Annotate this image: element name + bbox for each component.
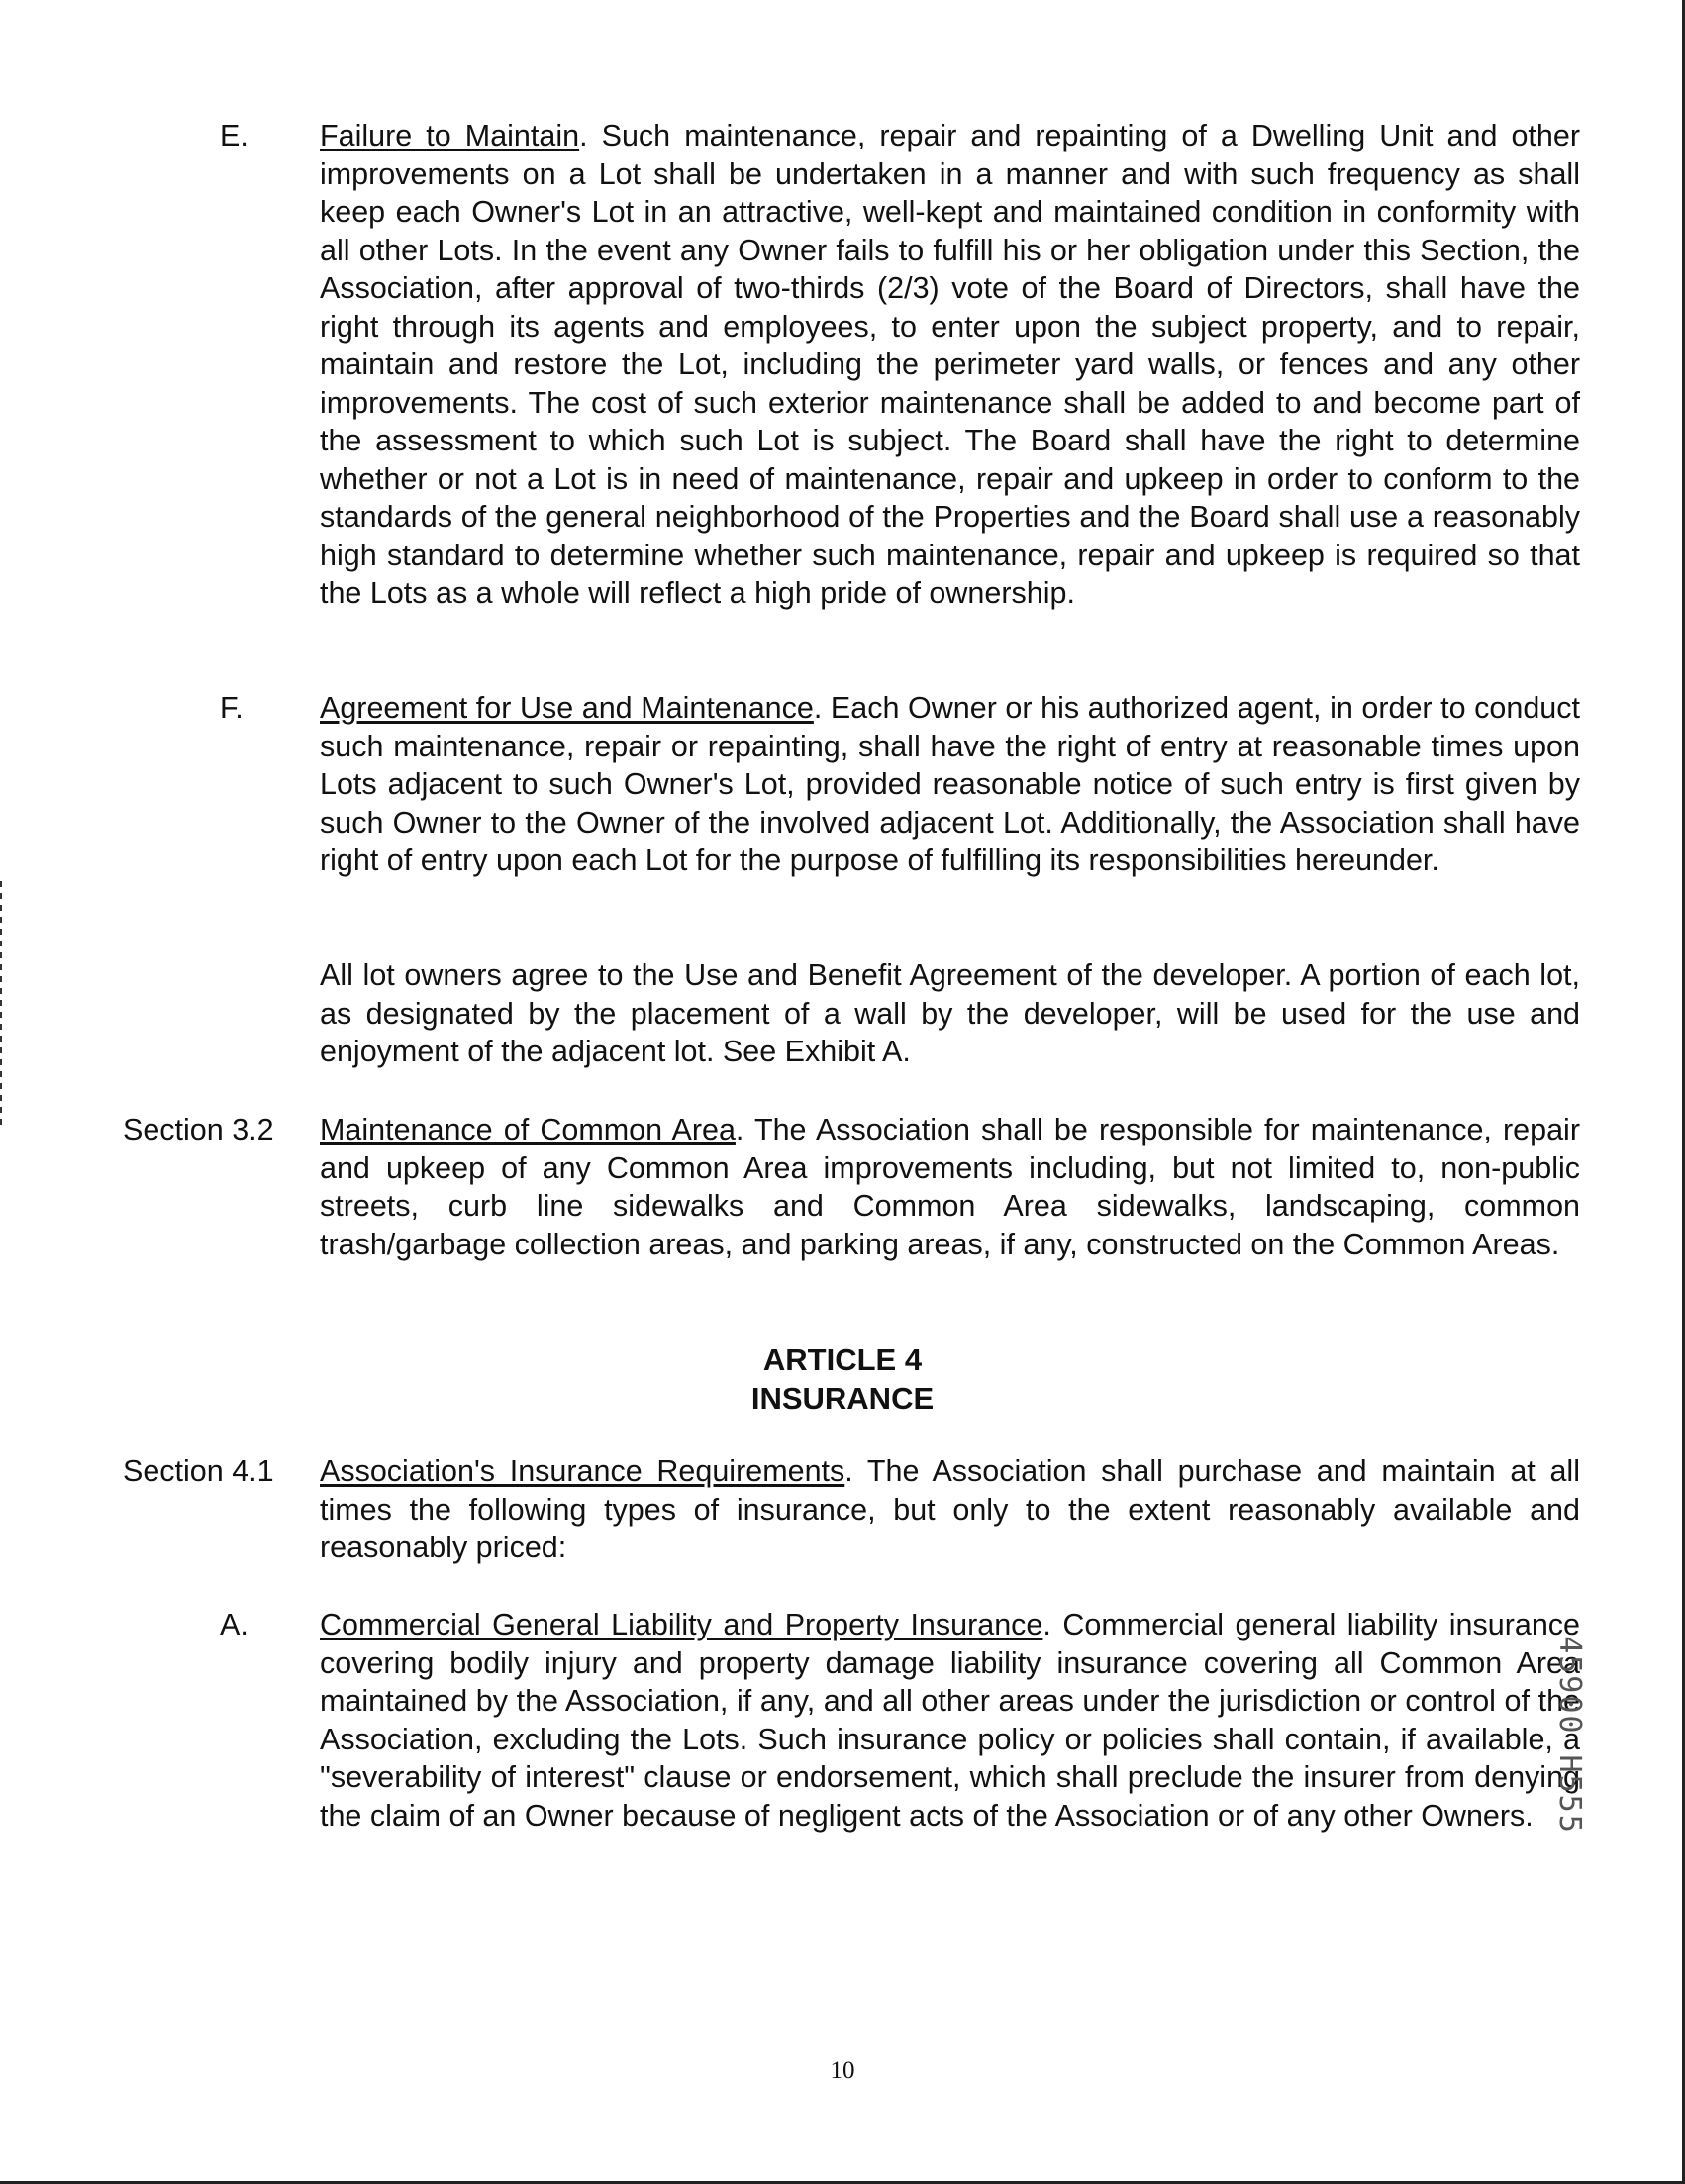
section-e-text: . Such maintenance, repair and repainting of a Dwelling Unit and other improvements on a Lot shall be undertaken in a manner and with such frequency as shall keep each Owner's Lot in an attractive, well-kept and maintained condition in conformity with all other Lots. In the event any Owner fails to fulfill his or her obligation under this Section, the Association, after approval of two-thirds (2/3) vote of the Board of Directors, shall have the right through its agents and employees, to enter upon the subject property, and to repair, maintain and restore the Lot, including the perimeter yard walls, or fences and any other improvements. The cost of such exterior maintenance shall be added to and become part of the assessment to which such Lot is subject. The Board shall have the right to determine whether or not a Lot is in need of maintenance, repair and upkeep in order to conform to the standards of the general neighborhood of the Properties and the Board shall use a reasonably high standard to determine whether such maintenance, repair and upkeep is required so that the Lots as a whole will reflect a high pride of ownership. xyxy=(320,119,1580,610)
article-number: ARTICLE 4 xyxy=(762,1342,923,1377)
section-a-paragraph xyxy=(320,1606,1580,1835)
section-4-1-text: . The Association shall purchase and maintain at all times the following types of insurance, but only to the extent reasonably available and reasonably priced: xyxy=(320,1454,1580,1564)
section-f-label: F. xyxy=(220,691,244,725)
section-f-paragraph-2: All lot owners agree to the Use and Benefit Agreement of the developer. A portion of each lot, as designated by the placement of a wall by the developer, will be used for the use and enjoyment of the adjacent lot. See Exhibit A. xyxy=(320,958,1580,1068)
section-4-1-heading: Association's Insurance Requirements xyxy=(320,1454,845,1488)
section-4-1-paragraph xyxy=(320,1452,1580,1567)
section-3-2-text: . The Association shall be responsible for maintenance, repair and upkeep of any Common Area improvements including, but not limited to, non-public streets, curb line sidewalks and Common Area sidewalks, landscaping, common trash/garbage collection areas, and parking areas, if any, constructed on the Common Areas. xyxy=(320,1113,1580,1261)
section-a-heading: Commercial General Liability and Property Insurance xyxy=(320,1608,1043,1641)
section-3-2-paragraph xyxy=(320,1111,1580,1263)
section-4-1-label: Section 4.1 xyxy=(123,1454,274,1488)
section-e-paragraph xyxy=(320,117,1580,613)
section-3-2-heading: Maintenance of Common Area xyxy=(320,1113,736,1146)
page-number: 10 xyxy=(830,2057,855,2084)
section-f-paragraph xyxy=(320,689,1580,880)
scan-margin-marks xyxy=(0,881,2,1129)
section-e-label: E. xyxy=(220,119,248,152)
section-f-text: . Each Owner or his authorized agent, in order to conduct such maintenance, repair or repainting, shall have the right of entry at reasonable times upon Lots adjacent to such Owner's Lot, provided reasonable notice of such entry is first given by such Owner to the Owner of the involved adjacent Lot. Additionally, the Association shall have right of entry upon each Lot for the purpose of fulfilling its responsibilities hereunder. xyxy=(320,691,1580,877)
section-a-label: A. xyxy=(220,1608,248,1641)
section-e-heading: Failure to Maintain xyxy=(320,119,580,152)
section-a-text: . Commercial general liability insurance covering bodily injury and property damage liability insurance covering all Common Area maintained by the Association, if any, and all other areas under the jurisdiction or control of the Association, excluding the Lots. Such insurance policy or policies shall contain, if available, a "severability of interest" clause or endorsement, which shall preclude the insurer from denying the claim of an Owner because of negligent acts of the Association or of any other Owners. xyxy=(320,1608,1580,1833)
document-stamp xyxy=(1544,1586,1594,1883)
section-f-heading: Agreement for Use and Maintenance xyxy=(320,691,814,725)
section-3-2-label: Section 3.2 xyxy=(123,1113,274,1146)
stamp-number: 45900 H555 xyxy=(1551,1635,1587,1835)
article-title: INSURANCE xyxy=(750,1381,935,1416)
